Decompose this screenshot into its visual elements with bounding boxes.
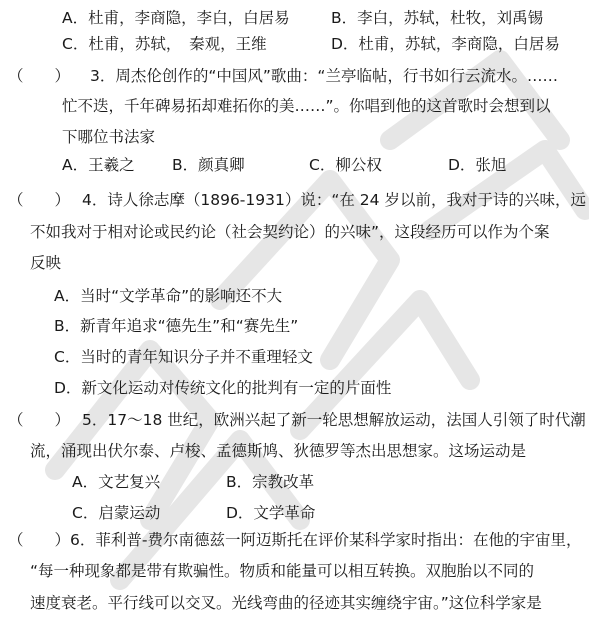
q4-answer-paren: （ ） (8, 191, 71, 209)
q3-stem-line-1: 3．周杰伦创作的“中国风”歌曲：“兰亭临帖，行书如行云流水。…… (90, 67, 558, 85)
q3-option-b: B．颜真卿 (172, 156, 245, 174)
q6-stem-line-1: 6．菲利普-费尔南德兹一阿迈斯托在评价某科学家时指出：在他的宇宙里， (70, 531, 582, 549)
q4-stem-line-1: 4．诗人徐志摩（1896-1931）说：“在 24 岁以前，我对于诗的兴味，远 (82, 191, 586, 209)
q3-option-c: C．柳公权 (309, 156, 382, 174)
q3-option-d: D．张旭 (448, 156, 507, 174)
q5-option-d: D．文学革命 (226, 504, 316, 522)
q6-answer-paren: （ ） (8, 531, 71, 549)
q3-option-a: A．王羲之 (62, 156, 135, 174)
q3-answer-paren: （ ） (8, 67, 71, 85)
q2-option-b: B．李白，苏轼，杜牧，刘禹锡 (331, 9, 544, 27)
q2-option-d: D．杜甫，苏轼，李商隐，白居易 (331, 35, 560, 53)
q4-option-b: B．新青年追求“德先生”和“赛先生” (54, 317, 299, 335)
q4-option-d: D．新文化运动对传统文化的批判有一定的片面性 (54, 379, 392, 397)
q5-option-c: C．启蒙运动 (72, 504, 161, 522)
q5-stem-line-1: 5．17～18 世纪，欧洲兴起了新一轮思想解放运动，法国人引领了时代潮 (82, 411, 586, 429)
q4-option-c: C．当时的青年知识分子并不重理轻文 (54, 348, 313, 366)
q2-option-c: C．杜甫，苏轼， 秦观，王维 (62, 35, 267, 53)
q2-option-a: A．杜甫，李商隐，李白，白居易 (62, 9, 290, 27)
q4-option-a: A．当时“文学革命”的影响还不大 (54, 287, 283, 305)
q4-stem-line-2: 不如我对于相对论或民约论（社会契约论）的兴味”，这段经历可以作为个案 (30, 223, 550, 241)
q6-stem-line-2: “每一种现象都是带有欺骗性。物质和能量可以相互转换。双胞胎以不同的 (30, 562, 535, 580)
q3-stem-line-2: 忙不迭，千年碑易拓却难拓你的美……”。你唱到他的这首歌时会想到以 (62, 97, 551, 115)
q5-answer-paren: （ ） (8, 411, 71, 429)
q3-stem-line-3: 下哪位书法家 (62, 128, 156, 146)
q5-option-a: A．文艺复兴 (72, 473, 161, 491)
q5-stem-line-2: 流，涌现出伏尔泰、卢梭、孟德斯鸠、狄德罗等杰出思想家。这场运动是 (30, 442, 527, 460)
q5-option-b: B．宗教改革 (226, 473, 315, 491)
q6-stem-line-3: 速度衰老。平行线可以交叉。光线弯曲的径迹其实缠绕宇宙。”这位科学家是 (30, 594, 542, 612)
q4-stem-line-3: 反映 (30, 254, 62, 272)
